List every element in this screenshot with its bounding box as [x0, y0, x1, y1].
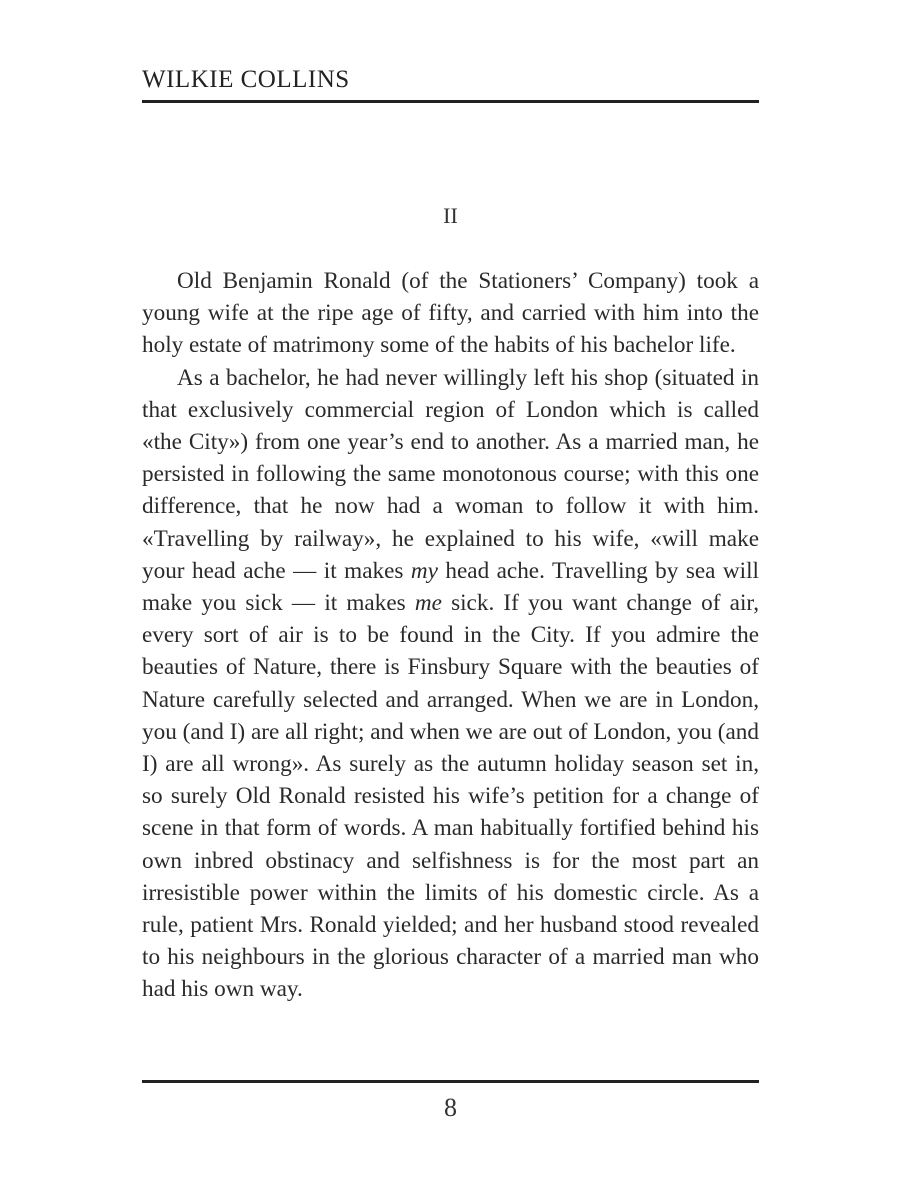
chapter-number: II: [443, 203, 458, 228]
body-text: [142, 265, 759, 1006]
paragraph-segment: sick. If you want change of air, every sort of air is to be found in the City. If you admire the beauties of Nature, there is Finsbury Square with the beauties of Nature carefully selected and arranged. When we are in London, you (and I) are all right; and when we are out of London, you (and I) are all wrong». As surely as the autumn holiday season set in, so surely Old Ronald resisted his wife’s petition for a change of scene in that form of words. A man habitually fortified behind his own inbred obstinacy and selfishness is for the most part an irresistible power within the limits of his domestic circle. As a rule, patient Mrs. Ronald yielded; and her husband stood revealed to his neighbours in the glorious character of a married man who had his own way.: [142, 590, 760, 1003]
paragraph: [142, 362, 759, 1006]
paragraph-segment: head ache. Travelling by sea will make you sick — it makes: [142, 557, 759, 617]
emphasis-text: me: [414, 590, 442, 617]
footer-rule: [142, 1080, 759, 1083]
paragraph-segment: As a bachelor, he had never willingly left his shop (situated in that exclusively commercial region of London which is called «the City») from one year’s end to another. As a married man, he persisted in following the same monotonous course; with this one difference, that he now had a woman to follow it with him. «Travelling by railway», he explained to his wife, «will make your head ache — it makes: [142, 364, 759, 584]
running-head: WILKIE COLLINS: [142, 66, 350, 93]
emphasis-text: my: [410, 557, 438, 584]
page-number: 8: [444, 1093, 457, 1122]
paragraph: Old Benjamin Ronald (of the Stationers’ Company) took a young wife at the ripe age of fifty, and carried with him into the holy estate of matrimony some of the habits of his bachelor life.: [142, 268, 759, 359]
book-page: [142, 0, 759, 1200]
header-rule: [142, 100, 759, 103]
